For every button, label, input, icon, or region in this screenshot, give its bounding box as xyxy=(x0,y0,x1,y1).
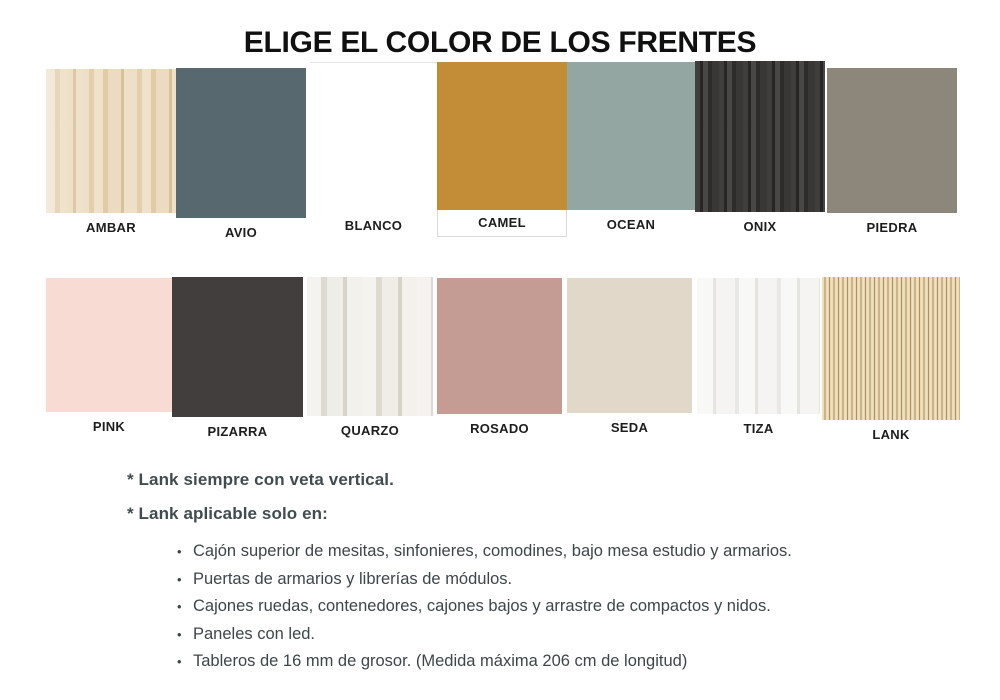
swatch-quarzo xyxy=(307,277,433,438)
note-bullet-item: • Puertas de armarios y librerías de módulos. xyxy=(177,566,907,594)
swatch-label-pink: PINK xyxy=(92,419,126,434)
swatch-piedra xyxy=(827,68,957,235)
swatch-tiza xyxy=(697,278,820,436)
swatch-tile-pink[interactable] xyxy=(46,278,172,412)
swatch-seda xyxy=(567,278,692,435)
swatch-tile-piedra[interactable] xyxy=(827,68,957,213)
swatch-tile-quarzo[interactable] xyxy=(307,277,433,416)
note-bullet-item: • Cajones ruedas, contenedores, cajones bajos y arrastre de compactos y nidos. xyxy=(177,593,907,621)
note-veta-vertical: * Lank siempre con veta vertical. xyxy=(127,470,394,489)
swatch-rosado xyxy=(437,278,562,436)
swatch-tile-camel[interactable] xyxy=(437,62,567,210)
swatch-tile-tiza[interactable] xyxy=(697,278,820,414)
swatch-pink xyxy=(46,278,172,434)
swatch-label-lank: LANK xyxy=(872,427,910,442)
swatch-tile-blanco[interactable] xyxy=(310,62,437,211)
swatch-label-ocean: OCEAN xyxy=(606,217,656,232)
swatch-tile-ocean[interactable] xyxy=(567,62,695,210)
swatch-tile-rosado[interactable] xyxy=(437,278,562,414)
swatch-label-rosado: ROSADO xyxy=(470,421,529,436)
swatch-label-avio: AVIO xyxy=(224,225,258,240)
swatch-tile-lank[interactable] xyxy=(822,277,960,420)
swatch-label-tiza: TIZA xyxy=(743,421,774,436)
swatch-pizarra xyxy=(172,277,303,439)
swatch-tile-avio[interactable] xyxy=(176,68,306,218)
swatch-ocean xyxy=(567,62,695,232)
notes-bullet-list xyxy=(127,538,907,676)
swatch-tile-pizarra[interactable] xyxy=(172,277,303,417)
swatch-blanco xyxy=(310,62,437,233)
swatch-label-seda: SEDA xyxy=(610,420,649,435)
note-bullet-item: • Tableros de 16 mm de grosor. (Medida máxima 206 cm de longitud) xyxy=(177,648,907,676)
swatch-avio xyxy=(176,68,306,240)
swatch-tile-ambar[interactable] xyxy=(46,69,176,213)
swatch-lank xyxy=(822,277,960,442)
swatch-ambar xyxy=(46,69,176,235)
swatch-label-pizarra: PIZARRA xyxy=(207,424,268,439)
swatch-label-quarzo: QUARZO xyxy=(340,423,400,438)
note-aplicable-solo-en: * Lank aplicable solo en: xyxy=(127,504,328,523)
swatch-tile-onix[interactable] xyxy=(695,61,825,212)
swatch-label-ambar: AMBAR xyxy=(86,220,136,235)
swatch-onix xyxy=(695,61,825,234)
swatch-label-camel: CAMEL xyxy=(437,210,567,237)
page-title: ELIGE EL COLOR DE LOS FRENTES xyxy=(243,26,757,59)
note-bullet-item: • Paneles con led. xyxy=(177,621,907,649)
swatch-label-piedra: PIEDRA xyxy=(866,220,918,235)
note-bullet-item: • Cajón superior de mesitas, sinfonieres, comodines, bajo mesa estudio y armarios. xyxy=(177,538,907,566)
swatch-label-blanco: BLANCO xyxy=(344,218,403,233)
notes-section xyxy=(127,470,907,676)
swatch-label-onix: ONIX xyxy=(743,219,777,234)
swatch-tile-seda[interactable] xyxy=(567,278,692,413)
swatch-camel xyxy=(437,62,567,237)
